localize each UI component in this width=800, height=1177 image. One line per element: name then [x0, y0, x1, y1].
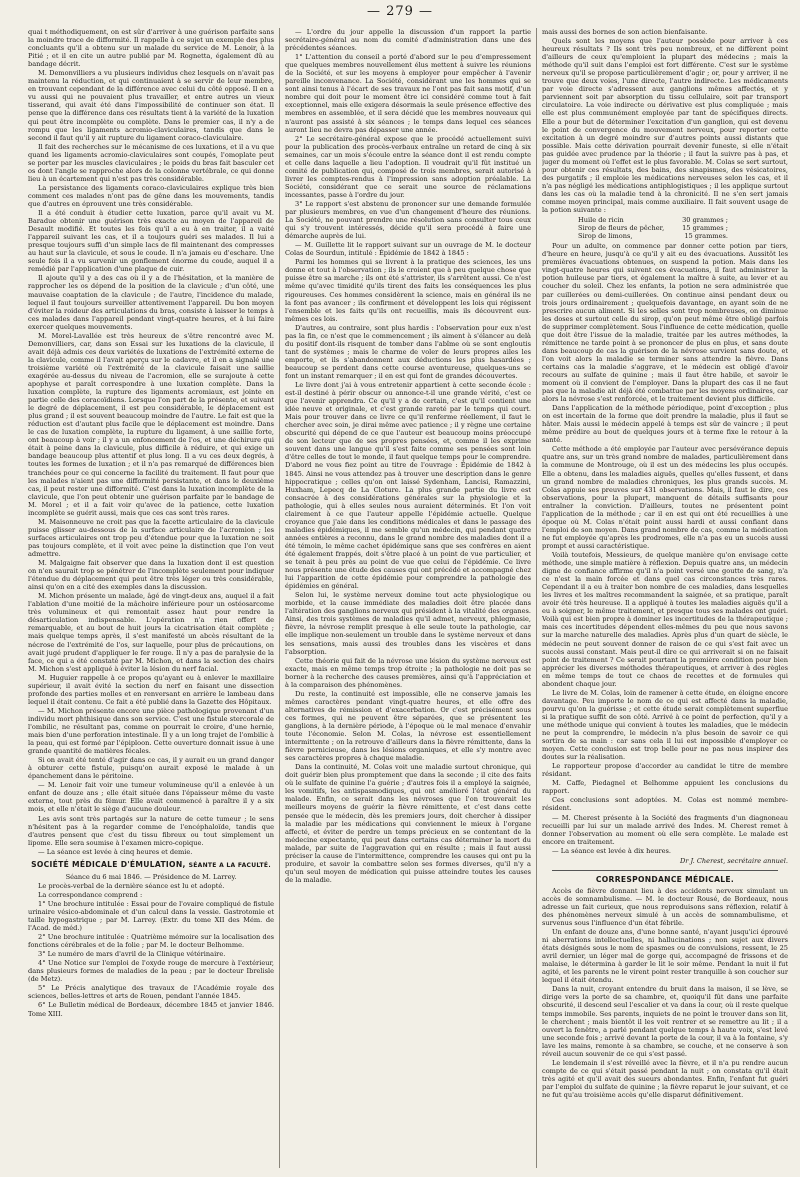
- paragraph: Accès de fièvre donnant lieu à des accidents nerveux simulant un accès de somnambulisme. — M. le docteur Rousé, de Bordeaux, nous adresse un fait curieux, que nous reproduisons sans réflexion, relatif à des phénomènes nerveux simulé à un accès de somnambulisme, et survenus sous l'influence d'un état fébrile.: [542, 886, 788, 928]
- recipe-quantity: 30 grammes ;: [682, 216, 728, 225]
- paragraph: Le lendemain il s'est réveillé avec la fièvre, et il n'a pu rendre aucun compte de ce qui s'était passé pendant la nuit ; on constata qu'il était très agité et qu'il avait des sueurs abondantes. Enfin, l'enfant fut guéri par l'emploi du sulfate de quinine ; la fièvre reparut le jour suivant, et ce ne fut qu'au troisième accès qu'elle disparut définitivement.: [542, 1058, 788, 1099]
- column-divider: [279, 28, 280, 1168]
- paragraph: Le livre dont j'ai à vous entretenir appartient à cette seconde école : est-il destiné à périr obscur ou annonce-t-il une grande vérité, c'est ce que l'avenir apprendra. Ce qu'il y a de certain, c'est qu'il contient une idée neuve et originale, et c'est grande rareté par le temps qui court. Mais pour trouver dans ce livre ce qu'il renferme réellement, il faut le chercher avec soin, je dirai même avec patience ; il y règne une certaine obscurité qui dépend de ce que l'auteur est beaucoup moins préoccupé de son lecteur que de ses propres pensées, et, comme il les exprime souvent dans une langue qu'il s'est faite comme ses pensées sont loin d'être celles de tout le monde, il faut quelque temps pour le comprendre. D'abord ne vous fiez point au titre de l'ouvrage : Épidémie de 1842 à 1845. Ainsi ne vous attendez pas à trouver une description dans le genre hippocratique ; celles qu'on ont laissé Sydenham, Lancisi, Ramazzini, Huxham, Lepecq de La Cloture. La plus grande partie du livre est consacrée à des considérations générales sur la physiologie et la pathologie, qui à elles seules nous auraient déterminés. Et l'on voit clairement à ce que l'auteur appelle l'épidémie actuelle. Quelque croyance que j'aie dans les conditions médicales et dans le passage des maladies épidémiques, il me semble qu'un médecin, qui pendant quatre années entières a reconnu, dans le grand nombre des maladies dont il a été témoin, le même cachet épidémique sans que ses confrères en aient été également frappés, doit s'être placé à un point de vue particulier, et se tenait à peu près au point de vue que celui de l'épidémie. Ce livre nous présente une étude des causes qui ont précédé et accompagné chez lui l'apparition de cette épidémie pour comprendre la pathologie des épidémies en général.: [285, 381, 531, 591]
- column-left: [28, 28, 274, 1168]
- recipe-line: [578, 216, 728, 224]
- section-divider: [552, 870, 778, 871]
- paragraph: Il ajoute qu'il y a des cas où il y a de l'hésitation, et la manière de rapprocher les os dépend de la position de la clavicule ; d'un côté, une mauvaise coaptation de la clavicule ; de l'autre, l'incidence du malade, lequel il faut toujours surveiller attentivement l'appareil. Du bon moyen d'éviter la roideur des articulations du bras, consiste à laisser le temps à ces malades dans l'appareil pendant vingt-quatre heures, et à lui faire exercer quelques mouvements.: [28, 274, 274, 331]
- column-middle: [285, 28, 531, 1168]
- recipe-ingredient: Huile de ricin: [578, 216, 624, 225]
- section-heading-title: SOCIÉTÉ MÉDICALE D'ÉMULATION,: [31, 859, 186, 869]
- paragraph: — La séance est levée à dix heures.: [552, 846, 672, 855]
- paragraph: M. Demonvilliers a vu plusieurs individus chez lesquels on n'avait pas maintenu la réduction, et qui continuaient à se servir de leur membre, en trouvant cependant de la différence avec celui du côté opposé. Il en a vu aussi qui ne pouvaient plus travailler, et entre autres un vieux tisserand, qui avait été dans l'impossibilité de continuer son état. Il pense que la différence dans ces résultats tient à la variété de la luxation qui peut être incomplète ou complète. Dans le premier cas, il n'y a de rompu que les ligaments acromio-claviculaires, tandis que dans le second il faut qu'il y ait rupture du ligament coraco-claviculaire.: [28, 69, 274, 142]
- paragraph: Les avis sont très partagés sur la nature de cette tumeur ; le sens n'hésitent pas à la regarder comme de l'encéphaloïde, tandis que d'autres pensent que c'est du tissu fibreux ou tout simplement un lipome. Elle sera soumise à l'examen micro-copique.: [28, 814, 274, 847]
- recipe-line: [578, 232, 728, 240]
- paragraph: M. Malgaigne fait observer que dans la luxation dont il est question on n'en saurait trop se pénétrer de l'incomplète seulement pour indiquer l'étendue du déplacement qui peut être très léger ou très considérable, ainsi qu'on en a cité des exemples dans la discussion.: [28, 559, 274, 592]
- section-heading: [28, 861, 274, 870]
- paragraph: Le rapporteur propose d'accorder au candidat le titre de membre résidant.: [542, 762, 788, 779]
- paragraph: — M. Guillette lit le rapport suivant sur un ouvrage de M. le docteur Colas de Sourdun, intitulé : Épidémie de 1842 à 1845 :: [285, 241, 531, 258]
- paragraph: Si on avait été tenté d'agir dans ce cas, il y aurait eu un grand danger à obturer cette fistule, puisqu'on aurait exposé le malade à un épanchement dans le péritoine.: [28, 756, 274, 781]
- paragraph: Selon lui, le système nerveux domine tout acte physiologique ou morbide, et la cause immédiate des maladies doit être placée dans l'altération des ganglions nerveux qui président à la vitalité des organes. Ainsi, des trois systèmes de maladies qu'il admet, nerveux, phlegmasie, fièvre, la névrose remplit presque à elle seule toute la pathologie, car elle implique non-seulement un trouble dans le système nerveux et dans les sensations, mais aussi des troubles dans les viscères et dans l'absorption.: [285, 591, 531, 656]
- paragraph: Un enfant de douze ans, d'une bonne santé, n'ayant jusqu'ici éprouvé ni aberrations intellectuelles, ni hallucinations ; non sujet aux divers états désignés sous le nom de spasmes ou de convulsions, ressent, le 25 avril dernier, un léger mal de gorge qui, accompagné de frissons et de malaise, le détermina à garder le lit le soir même. Pendant la nuit il fut agité, et les parents ne le virent point rester tranquille à son coucher sur lequel il était étendu.: [542, 928, 788, 985]
- paragraph: Pour un adulte, on commence par donner cette potion par tiers, d'heure en heure, jusqu'à ce qu'il y ait eu des évacuations. Aussitôt les premières évacuations obtenues, on suspend la potion. Mais dans les vingt-quatre heures qui suivent ces évacuations, il faut administrer la potion huileuse par tiers, et également la maître à suite, au lever et au coucher du soleil. Chez les enfants, la potion ne sera administrée que par cuillerées ou demi-cuillerées. On continue ainsi pendant deux ou trois jours ordinairement ; quelquefois davantage, en ayant soin de ne prescrire aucun aliment. Si les selles sont trop nombreuses, on diminue les doses et surtout celle du sirop, qu'on peut même être obligé parfois de supprimer complètement. Sous l'influence de cette médication, quelle que doit être l'issue de la maladie, traitée par les autres méthodes, la rémittence ne tarde point à se prononcer de plus en plus, et sans doute dans beaucoup de cas la guérison de la névrose survient sans doute, et l'on voit alors la maladie se terminer sans attendre la fièvre. Dans certains cas la maladie s'aggrave, et le médecin est obligé d'avoir recours au sulfate de quinine ; mais il faut être habile, et savoir le moment où il convient de l'employer. Dans la plupart des cas il ne faut pas que la maladie ait déjà été combattue par les moyens ordinaires, car alors la névrose s'est renforcée, et le traitement devient plus difficile.: [542, 242, 788, 404]
- paragraph: La correspondance comprend :: [38, 890, 143, 899]
- page-number: — 279 —: [366, 4, 434, 19]
- paragraph: — M. Michon présente encore une pièce pathologique provenant d'un individu mort phthisique dans son service. C'est une fistule stercorale de l'ombilic, ne résultant pas, comme on pourrait le croire, d'une hernie, mais bien d'une perforation intestinale. Il y a un long trajet de l'ombilic à la peau, qui est formé par l'épiploon. Cette ouverture donnait issue à une grande quantité de matières fécales.: [28, 706, 274, 756]
- paragraph: Il fait des recherches sur le mécanisme de ces luxations, et il a vu que quand les ligaments acromio-claviculaires sont coupés, l'omoplate peut se porter par les muscles claviculaires ; le poids du bras fait basculer cet os dont l'angle se rapproche alors de la colonne vertébrale, ce qui donne lieu à un écartement qui n'est pas très considérable.: [28, 142, 274, 183]
- paragraph: quai t méthodiquement, on est sûr d'arriver à une guérison parfaite sans la moindre trace de difformité. Il rappelle à ce sujet un exemple des plus concluants qu'il a obtenu sur un malade du service de M. Lenoir, à la Pitié ; et il en cite un autre publié par M. Rognetta, également dû au bandage décrit.: [28, 28, 274, 69]
- paragraph: — M. Cherest présente à la Société des fragments d'un diagnoneau recueilli par lui sur un malade arrivé des Indes. M. Cherest remet à donner l'observation au moment où elle sera complète. Le malade est encore en traitement.: [542, 813, 788, 846]
- paragraph: M. Maisonneuve ne croit pas que la facette articulaire de la clavicule puisse glisser au-dessous de la surface articulaire de l'acromion ; les surfaces articulaires ont trop peu d'étendue pour que la luxation ne soit pas toujours complète, et il voit avec peine la distinction que l'on veut admettre.: [28, 517, 274, 558]
- paragraph: 3° Le rapport s'est abstenu de prononcer sur une demande formulée par plusieurs membres, en vue d'un changement d'heure des réunions. La Société, ne pouvant prendre une résolution sans consulter tous ceux qui s'y trouvent intéressés, décide qu'il sera procédé à faire une démarche auprès de lui.: [285, 199, 531, 241]
- paragraph: Voilà toutefois, Messieurs, de quelque manière qu'on envisage cette méthode, une simple matière à réflexion. Depuis quatre ans, un médecin digne de confiance affirme qu'il n'a point versé une goutte de sang, n'a ce n'est la main forcée et dans quel cas circonstances très rares. Cependant il a eu à traiter bon nombre de ces maladies, dans lesquelles les livres et les maîtres recommandent la saignée, et sa pratique, paraît avoir été très heureuse. Il a appliqué à toutes les maladies aiguës qu'il a eu à soigner, le même traitement, et presque tous ses malades ont guéri. Voilà qui est bien propre à dominer les incertitudes de la thérapeutique ; mais ces incertitudes dépendent elles-mêmes du peu que nous savons sur la marche naturelle des maladies. Après plus d'un quart de siècle, le médecin ne peut souvent donner de raison de ce qui s'est fait avec un succès aussi constant. Mais peut-il dire ce qui arriverait si on ne faisait point de traitement ? Ce serait pourtant la première condition pour bien apprécier les diverses méthodes thérapeutiques, et arriver à des règles en même temps de tout ce chaos de recettes et de formules qui abondent chaque jour.: [542, 551, 788, 688]
- paragraph: Cette théorie qui fait de la névrose une lésion du système nerveux est exacte, mais en même temps trop étroite ; la pathologie ne doit pas se borner à la recherche des causes premières, ainsi qu'à l'appréciation et à la comparaison des phénomènes.: [285, 656, 531, 689]
- paragraph: — M. Lenoir fait voir une tumeur volumineuse qu'il a enlevée à un enfant de douze ans ; elle était située dans l'épaisseur même du vaste externe, tout près du fémur. Elle avait commencé à paraître il y a six mois, et elle n'était le siège d'aucune douleur.: [28, 781, 274, 814]
- paragraph: — L'ordre du jour appelle la discussion d'un rapport la partie secrétaire-général au nom du comité d'administration dans une des précédentes séances.: [285, 28, 531, 53]
- recipe-ingredient: Sirop de limons,: [578, 232, 633, 241]
- section-heading: CORRESPONDANCE MÉDICALE.: [595, 874, 735, 884]
- paragraph: 6° Le Bulletin médical de Bordeaux, décembre 1845 et janvier 1846. Tome XIII.: [28, 1001, 274, 1018]
- paragraph: Du reste, la continuité est impossible, elle ne conserve jamais les mêmes caractères pendant vingt-quatre heures, et elle offre des alternatives de rémission et d'exacerbation. Or c'est précisément sous ces formes, qui ne peuvent être séparées, que se présentent les ganglions, à la dernière période, à l'époque où le mal menace d'envahir toute l'économie. Selon M. Colas, la névrose est essentiellement intermittente ; on la retrouve d'ailleurs dans la fièvre rémittente, dans la fièvre pernicieuse, dans les lésions organiques, et elle s'y montre avec ses caractères propres à chaque maladie.: [285, 689, 531, 763]
- paragraph: La persistance des ligaments coraco-claviculaires explique très bien comment ces malades n'ont pas de gêne dans les mouvements, tandis que d'autres en éprouvent une très considérable.: [28, 183, 274, 208]
- paragraph: M. Caffe, Piedagnel et Belhomme appuient les conclusions du rapport.: [542, 779, 788, 796]
- paragraph: M. Michon présente un malade, âgé de vingt-deux ans, auquel il a fait l'ablation d'une moitié de la mâchoire inférieure pour un ostéosarcome très volumineux et qui remontait assez haut pour rendre la désarticulation indispensable. L'opération n'a rien offert de remarquable, et au bout de huit jours la cicatrisation était complète ; mais quelque temps après, il s'est manifesté un abcès résultant de la nécrose de l'extrémité de l'os, sur laquelle, pour plus de précautions, on avait jugé prudent d'appliquer le fer rouge. Il n'y a pas de paralysie de la face, ce qui a été constaté par M. Michon, et dans la section des chairs M. Michon s'est appliqué à éviter la lésion du nerf facial.: [28, 592, 274, 673]
- paragraph: Dans l'application de la méthode périodique, point d'exception ; plus on est incertain de la forme que doit prendre la maladie, plus il faut se hâter. Mais aussi le médecin appelé à temps est sûr de vaincre ; il peut même prédire au bout de quelques jours et à terme fixe le retour à la santé.: [542, 404, 788, 445]
- paragraph: Parmi les hommes qui se livrent à la pratique des sciences, les uns donne et tout à l'observation ; ils le croient que à peu quelque chose que puisse être sa marche ; ils ont été s'attrister, ils s'arrêtent aussi. Ce n'est même qu'avec timidité qu'ils tirent des faits les conséquences les plus rigoureuses. Ces hommes considèrent la science, mais en général ils ne la font pas avancer ; ils confirment et développent les lois qui régissent l'ensemble et les faits qu'ils ont recueillis, mais ils découvrent eux-mêmes ces lois.: [285, 258, 531, 323]
- paragraph: 5° Le Précis analytique des travaux de l'Académie royale des sciences, belles-lettres et arts de Rouen, pendant l'année 1845.: [28, 984, 274, 1001]
- recipe-ingredient: Sirop de fleurs de pêcher,: [578, 224, 665, 233]
- paragraph: D'autres, au contraire, sont plus hardis : l'observation pour eux n'est pas la fin, ce n'est que le commencement ; ils aiment à s'élancer au delà du positif dont-ils risquent de tomber dans l'abîme où se sont engloutis tant de systèmes ; mais le charme de voler de leurs propres ailes les emporte, et ils s'abandonnent aux déductions les plus hasardées ; beaucoup se perdent dans cette course aventureuse, quelques-uns se font un instant remarquer ; il en est qui font de grandes découvertes.: [285, 323, 531, 380]
- recipe-list: [578, 216, 788, 240]
- paragraph: Dans la continuité, M. Colas voit une maladie surtout chronique, qui doit guérir bien plus promptement que dans la seconde ; il cite des faits où le sulfate de quinine l'a guérie ; d'autres fois il a employé la saignée, les vomitifs, les antispasmodiques, qui ont amélioré l'état général du malade. Enfin, ce serait dans les névroses que l'on trouverait les meilleurs moyens de guérir la fièvre rémittente, et c'est dans cette pensée que le médecin, dès les premiers jours, doit chercher à dissiper la maladie par les médications qui conviennent le mieux à l'organe affecté, et éviter de perdre un temps précieux en se contentant de la médecine expectante, qui peut dans certains cas déterminer la mort du malade, par suite de l'aggravation qui en résulte ; mais il faut aussi préciser la cause de l'intermittence, comprendre les causes qui ont pu la produire, et savoir la combattre selon ses formes diverses, qu'il n'y a qu'un seul moyen de médication qui puisse atteindre toutes les causes de la maladie.: [285, 763, 531, 884]
- paragraph: Ces conclusions sont adoptées. M. Colas est nommé membre-résident.: [542, 796, 788, 813]
- session-line: Séance du 6 mai 1846. — Présidence de M. Larrey.: [65, 872, 237, 881]
- column-divider: [536, 28, 537, 1168]
- paragraph: 4° Une Notice sur l'emploi de l'oxyde rouge de mercure à l'extérieur, dans plusieurs formes de maladies de la peau ; par le docteur Ibrelisle (de Metz).: [28, 959, 274, 984]
- paragraph: M. Morel-Lavallée est très heureux de s'être rencontré avec M. Demonvilliers, car, dans son Essai sur les luxations de la clavicule, il avait déjà admis ces deux variétés de luxations de l'extrémité externe de la clavicule, comme il l'avait aperçu sur le cadavre, et il en a signalé une troisième variété où l'extrémité de la clavicule faisait une saillie exagérée au-dessus du niveau de l'acromion, elle se surajoute à cette apophyse et paraît correspondre à une luxation complète. Dans la luxation complète, la rupture des ligaments acromiaux, est jointe en partie celle des coracoïdiens. Lorsque l'on part de la présente, et suivant le degré de déplacement, il est peu considérable, le déplacement est plus grand ; il est souvent beaucoup moindre de l'autre. Le fait est que la réduction est d'autant plus facile que le déplacement est moindre. Dans le cas de luxation complète, la rupture du ligament, à une saillie forte, ont beaucoup à voir ; il y a un enfoncement de l'os, et une déchirure qui était à peine dans la clavicule, plus difficile à réduire, et qui exige un bandage beaucoup plus attentif et plus long. Il a vu ces deux degrés, à toutes les formes de luxation ; et il n'a pas remarqué de différences bien tranchées pour ce qui concerne la facilité du traitement. Il faut pour que les malades n'aient pas une difformité persistante, et dans le deuxième cas, il peut rester une difformité. C'est dans la luxation incomplète de la clavicule, que l'on peut obtenir une guérison parfaite par le bandage de M. Morel ; et il a fait voir qu'avec de la patience, cette luxation incomplète se guérit aussi, mais que ces cas sont très rares.: [28, 331, 274, 517]
- column-right: [542, 28, 788, 1168]
- signature: Dr J. Cherest, secrétaire annuel.: [680, 856, 788, 865]
- paragraph: M. Huguier rappelle à ce propos qu'ayant eu à enlever le maxillaire supérieur, il avait évité la section du nerf en faisant une dissection profonde des parties molles et en renversant en arrière le lambeau dans lequel il était contenu. Ce fait a été publié dans la Gazette des Hôpitaux.: [28, 673, 274, 706]
- paragraph: Quels sont les moyens que l'auteur possède pour arriver à ces heureux résultats ? Ils sont très peu nombreux, et ne diffèrent point d'ailleurs de ceux qu'emploient la plupart des médecins ; mais la méthode qu'il suit dans l'emploi est fort différente. C'est sur le système nerveux qu'il se propose particulièrement d'agir ; or, pour y arriver, il ne trouve que deux voies, l'une directe, l'autre indirecte. Les médicaments par voie directe s'adressent aux ganglions mêmes affectés, et y parviennent soit par absorption du tissu cellulaire, soit par transport circulatoire. La voie indirecte ou dérivative est plus compliquée ; mais elle est plus communément employée par tant de spécifiques directs. Elle a pour but de déterminer l'excitation d'un ganglion, qui est devenu le point de convergence du mouvement nerveux, pour reporter cette excitation à un degré moindre sur d'autres points aussi distants que possible. Mais cette dérivation pourrait devenir funeste, si elle n'était pas guidée avec prudence par la théorie ; il faut la suivre pas à pas, et juger du moment où l'effet est le plus favorable. M. Colas se sert surtout, pour obtenir ces résultats, des bains, des sinapismes, des vésicatoires, des purgatifs ; il emploie les médications nerveuses selon les cas, et il n'a pas négligé les médications antiphlogistiques ; il les applique surtout dans les cas où la maladie tend à la chronicité. Il ne s'en sert jamais comme moyen principal, mais comme auxiliaire. Il fait souvent usage de la potion suivante :: [542, 37, 788, 215]
- section-heading-subtitle: SÉANTE A LA FACULTÉ.: [188, 861, 271, 869]
- recipe-quantity: 15 grammes.: [684, 232, 728, 241]
- paragraph: 3° Le numéro de mars d'avril de la Clinique vétérinaire.: [38, 950, 226, 959]
- paragraph: Le livre de M. Colas, loin de ramener à cette étude, en éloigne encore davantage. Peu importe le nom de ce qui est affecté dans la maladie, pourvu qu'on la guérisse ; et cette étude serait complètement superflue si la pratique suffit de son côté. Arrivé à ce point de perfection, qu'il y a une méthode unique qui convient à toutes les maladies, que le médecin ne peut la comprendre, le médecin n'a plus besoin de savoir ce qui sortira de sa main : car sans cela il lui est impossible d'employer ce moyen. Cette conclusion est trop belle pour ne pas nous inspirer des doutes sur la réalisation.: [542, 688, 788, 762]
- recipe-quantity: 15 grammes ;: [682, 224, 728, 233]
- paragraph: 1° Une brochure intitulée : Essai pour de l'ovaire compliqué de fistule urinaire vésico-abdominale et d'un calcul dans la vessie. Gastrotomie et taille hypogastrique ; par M. Larrey. (Extr. du tome XII des Mém. de l'Acad. de méd.): [28, 899, 274, 933]
- recipe-line: [578, 224, 728, 232]
- paragraph: 1° L'attention du conseil a porté d'abord sur le peu d'empressement que quelques membres nouvellement élus mettent à suivre les réunions de la Société, et sur les moyens à employer pour empêcher à l'avenir pareille inconvenance. La Société, considérant une les hommes qui se sont ainsi tenus à l'écart de ses travaux ne l'ont pas fait sans motif, d'un nombre qui doit pour le moment être ici considéré comme tout à fait exceptionnel, mais elle exigera désormais la seule présence effective des membres en assemblée, et il sera décidé que les membres nouveaux qui n'auront pas assisté à six séances ; le temps dans lequel ces séances auront lieu ne devra pas dépasser une année.: [285, 53, 531, 134]
- paragraph: — La séance est levée à cinq heures et demie.: [38, 847, 193, 856]
- paragraph: Il a été conduit à étudier cette luxation, parce qu'il avait vu M. Baradue obtenir une guérison très exacte au moyen de l'appareil de Desault modifié. Et toutes les fois qu'il a eu à en traiter, il a vaité l'appareil suivant les cas, et il a toujours guéri ses malades. Il lui a presque toujours suffi d'un simple lacs de fil maintenant des compresses au haut sur la clavicule, et sous le coude. Il n'a jamais eu d'eschare. Une seule fois il a vu survenir un gonflement énorme du coude, auquel il a remédié par l'application d'une plaque de cuir.: [28, 209, 274, 274]
- paragraph: Le procès-verbal de la dernière séance est lu et adopté.: [38, 881, 225, 890]
- paragraph: 2° Une brochure intitulée : Quatrième mémoire sur la localisation des fonctions cérébrales et de la folie ; par M. le docteur Belhomme.: [28, 933, 274, 950]
- paragraph: 2° Le secrétaire-général expose que le procédé actuellement suivi pour la publication des procès-verbaux entraîne un retard de cinq à six semaines, car un mois s'écoule entre la séance dont il est rendu compte et celle dans laquelle a lieu l'adoption. Il voudrait qu'il fût institué un comité de publication qui, composé de trois membres, serait autorisé à livrer les comptes-rendus à l'impression sans adoption préalable. La Société, considérant que ce serait une source de réclamations incessantes, passe à l'ordre du jour.: [285, 134, 531, 199]
- paragraph: Cette méthode a été employée par l'auteur avec persévérance depuis quatre ans, sur un très grand nombre de malades, particulièrement dans la commune de Montrouge, où il est un des médecins les plus occupés. Elle a obtenu, dans les maladies aiguës, quelles qu'elles fussent, et dans un grand nombre de maladies chroniques, les plus grands succès. M. Colas appuie ses preuves sur 431 observations. Mais, il faut le dire, ces observations, pour la plupart, manquent de détails suffisants pour entraîner la conviction. D'ailleurs, toutes ne présentent point l'application de la méthode ; car il en est qui ont été recueillies à une époque où M. Colas n'était point aussi hardi et aussi confiant dans l'emploi de son moyen. Dans grand nombre de cas, comme la médication ne fut employée qu'après les prodromes, elle n'a pas eu un succès aussi prompt et aussi caractéristique.: [542, 445, 788, 550]
- paragraph: Dans la nuit, croyant entendre du bruit dans la maison, il se lève, se dirige vers la porte de sa chambre, et, quoiqu'il fût dans une parfaite obscurité, il descend seul l'escalier et va dans la cour, où il reste quelque temps immobile. Ses parents, inquiets de ne point le trouver dans son lit, le cherchent ; mais bientôt il les voit rentrer et se remettre au lit ; il a ouvert la fenêtre, a parlé pendant quelque temps à haute voix, s'est levé une seconde fois ; arrivé devant la porte de la cour, il va à la fontaine, s'y lave les mains, remonte à sa chambre, se couche, et ne conserve à son réveil aucun souvenir de ce qui s'est passé.: [542, 985, 788, 1058]
- paragraph: mais aussi des bornes de son action bienfaisante.: [542, 28, 708, 36]
